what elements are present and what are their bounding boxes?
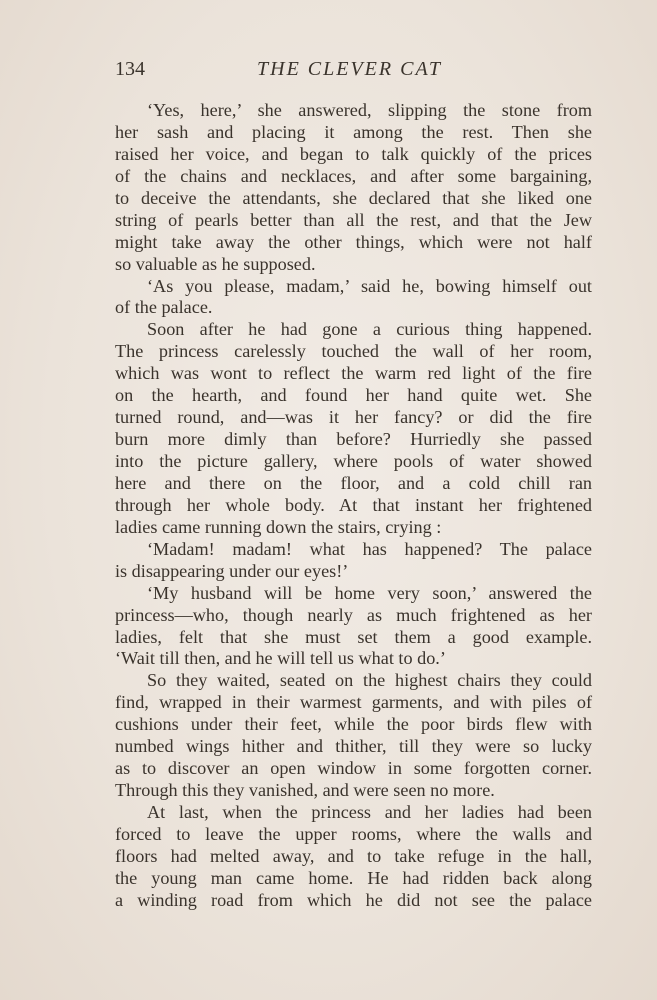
text-line: is disappearing under our eyes!’ (115, 560, 349, 581)
running-title: THE CLEVER CAT (257, 58, 443, 80)
text-line: cushions under their feet, while the poor birds flew with (115, 714, 592, 735)
text-line: turned round, and—was it her fancy? or did the fire (115, 407, 592, 428)
text-line: ‘Wait till then, and he will tell us what to do.’ (115, 648, 446, 669)
text-line: ‘Madam! madam! what has happened? The palace (147, 538, 592, 559)
text-line: her sash and placing it among the rest. Then she (115, 121, 592, 142)
text-line: forced to leave the upper rooms, where the walls and (115, 823, 592, 844)
text-line: as to discover an open window in some forgotten corner. (115, 758, 592, 779)
text-line: string of pearls better than all the rest, and that the Jew (115, 209, 592, 230)
text-line: so valuable as he supposed. (115, 253, 316, 274)
text-line: ‘As you please, madam,’ said he, bowing himself out (147, 275, 592, 296)
text-line: might take away the other things, which were not half (115, 231, 592, 252)
text-line: princess—who, though nearly as much frightened as her (115, 604, 592, 625)
text-line: Soon after he had gone a curious thing happened. (147, 319, 592, 340)
page-header (115, 58, 593, 86)
text-line: Through this they vanished, and were seen no more. (115, 780, 495, 801)
text-line: floors had melted away, and to take refuge in the hall, (115, 845, 592, 866)
text-line: burn more dimly than before? Hurriedly she passed (115, 429, 592, 450)
text-line: here and there on the floor, and a cold chill ran (115, 472, 592, 493)
text-line: ladies, felt that she must set them a good example. (115, 626, 592, 647)
text-line: numbed wings hither and thither, till they were so lucky (115, 736, 592, 757)
text-line: which was wont to reflect the warm red light of the fire (115, 363, 592, 384)
text-line: of the palace. (115, 297, 213, 318)
text-line: the young man came home. He had ridden back along (115, 867, 592, 888)
text-line: ladies came running down the stairs, crying : (115, 516, 442, 537)
page-number: 134 (115, 58, 145, 80)
text-line: to deceive the attendants, she declared that she liked one (115, 187, 592, 208)
text-line: into the picture gallery, where pools of water showed (115, 451, 592, 471)
text-line: The princess carelessly touched the wall of her room, (115, 341, 592, 362)
text-line: on the hearth, and found her hand quite wet. She (115, 385, 592, 406)
text-line: a winding road from which he did not see the palace (115, 889, 592, 910)
body-text (115, 100, 592, 912)
text-line: ‘Yes, here,’ she answered, slipping the stone from (147, 100, 592, 120)
text-line: of the chains and necklaces, and after some bargaining, (115, 165, 592, 186)
text-line: raised her voice, and began to talk quickly of the prices (115, 143, 592, 164)
text-line: So they waited, seated on the highest chairs they could (147, 670, 592, 691)
text-line: At last, when the princess and her ladies had been (147, 802, 592, 822)
text-line: ‘My husband will be home very soon,’ answered the (147, 582, 592, 603)
text-line: find, wrapped in their warmest garments, and with piles of (115, 692, 592, 713)
text-line: through her whole body. At that instant her frightened (115, 494, 592, 515)
